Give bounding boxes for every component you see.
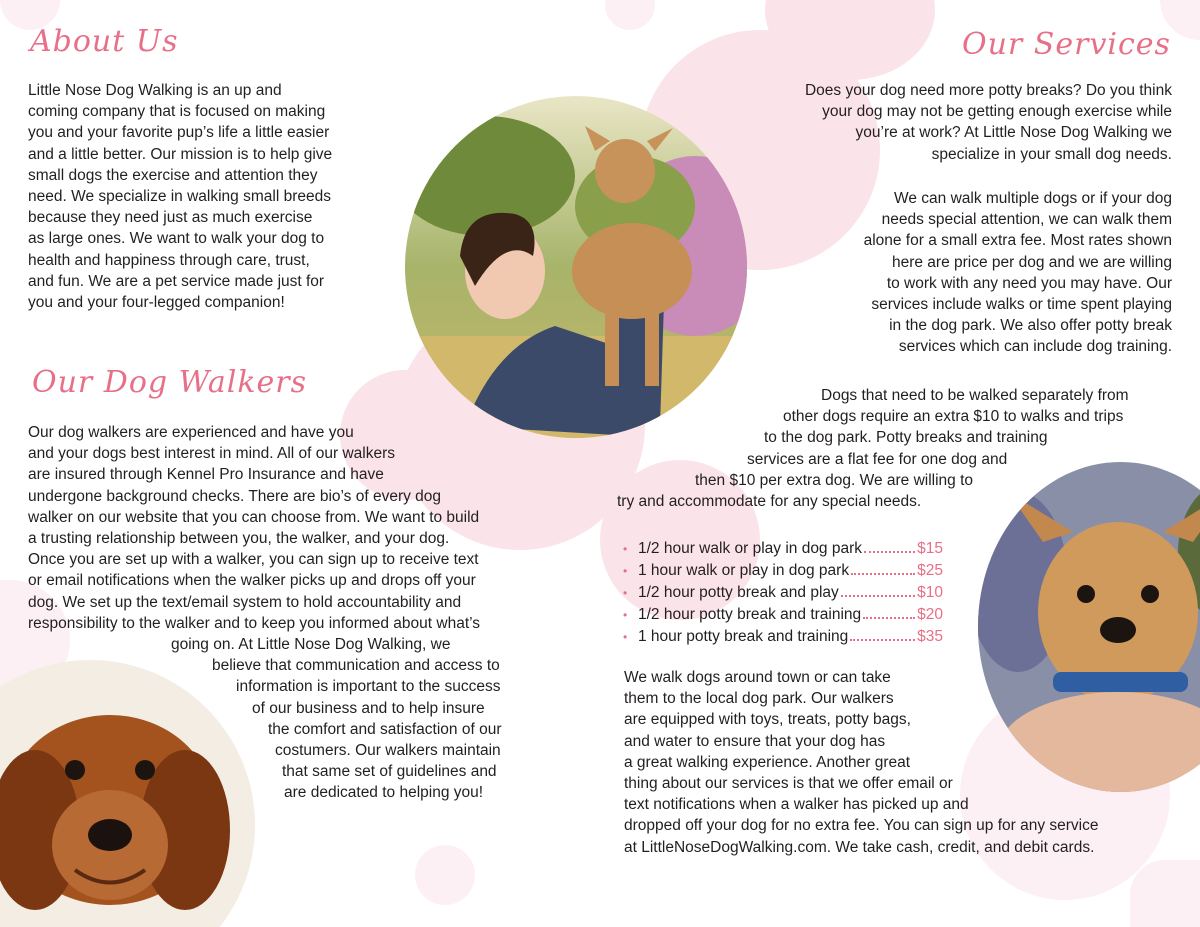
services-multi-dog [748,188,1172,358]
price-item-label: 1/2 hour potty break and training [638,606,862,623]
bubble-decoration [415,845,475,905]
text-line: and a little better. Our mission is to help give [28,145,333,163]
text-line: of our business and to help insure [252,699,485,717]
text-line: information is important to the success [236,678,501,696]
text-line: to work with any need you may have. Our [886,274,1172,292]
text-line: We can walk multiple dogs or if your dog [894,190,1172,207]
text-line: at LittleNoseDogWalking.com. We take cash, credit, and debit cards. [624,838,1095,856]
about-body [28,80,332,313]
text-line: alone for a small extra fee. Most rates shown [863,232,1172,250]
text-line: because they need just as much exercise [28,209,313,227]
text-line: Dogs that need to be walked separately from [821,387,1129,404]
text-line: walker on our website that you can choose from. We want to build [28,508,480,526]
text-line: or email notifications when the walker picks up and drops off your [28,572,476,590]
text-line: as large ones. We want to walk your dog to [28,230,325,248]
price-item [623,560,943,582]
about-heading: About Us [30,24,179,59]
price-item-price: $25 [917,562,943,579]
text-line: other dogs require an extra $10 to walks and trips [783,408,1124,426]
text-line: dog. We set up the text/email system to hold accountability and [28,593,462,611]
bullet-icon: • [623,564,628,578]
services-intro [748,80,1172,165]
text-line: Little Nose Dog Walking is an up and [28,82,282,99]
text-line: specialize in your small dog needs. [931,145,1172,163]
price-item-label: 1/2 hour walk or play in dog park [638,540,863,557]
text-line: here are price per dog and we are willing [891,253,1172,271]
walkers-heading: Our Dog Walkers [32,365,308,400]
text-line: Does your dog need more potty breaks? Do you think [804,82,1172,99]
text-line: in the dog park. We also offer potty break [889,317,1172,335]
leader-dots [850,639,915,641]
services-heading: Our Services [962,27,1171,62]
text-line: Our dog walkers are experienced and have you [28,424,354,441]
text-line: costumers. Our walkers maintain [275,742,501,760]
text-line: health and happiness through care, trust, [28,251,310,269]
text-line: then $10 per extra dog. We are willing to [695,471,974,489]
price-item-label: 1 hour potty break and training [638,628,849,645]
text-line: a great walking experience. Another great [624,753,911,771]
text-line: need. We specialize in walking small breeds [28,188,331,206]
price-item [623,604,943,626]
text-line: that same set of guidelines and [282,763,497,781]
text-line: services which can include dog training. [898,338,1172,356]
price-item [623,626,943,648]
text-line: services are a flat fee for one dog and [747,450,1008,468]
price-item-price: $15 [917,540,943,557]
leader-dots [863,617,915,619]
text-line: undergone background checks. There are bio’s of every dog [28,487,442,505]
price-item-price: $35 [917,628,943,645]
bubble-decoration [605,0,655,30]
text-line: you’re at work? At Little Nose Dog Walking we [855,124,1172,142]
text-line: your dog may not be getting enough exercise while [822,103,1172,121]
services-walk-details [624,667,1099,858]
text-line: the comfort and satisfaction of our [268,720,502,738]
bubble-decoration [1130,860,1200,927]
price-item-label: 1/2 hour potty break and play [638,584,839,601]
text-line: coming company that is focused on making [28,103,326,121]
text-line: services include walks or time spent playing [871,296,1172,314]
leader-dots [864,551,915,553]
text-line: and fun. We are a pet service made just for [28,272,325,290]
leader-dots [851,573,915,575]
price-item [623,582,943,604]
text-line: a trusting relationship between you, the walker, and your dog. [28,530,450,548]
text-line: them to the local dog park. Our walkers [624,690,894,708]
text-line: Once you are set up with a walker, you can sign up to receive text [28,551,479,569]
price-list [623,538,943,648]
text-line: try and accommodate for any special needs. [617,493,922,511]
text-line: are equipped with toys, treats, potty bags, [624,711,911,729]
text-line: dropped off your dog for no extra fee. You can sign up for any service [624,817,1099,835]
text-line: small dogs the exercise and attention they [28,166,318,184]
text-line: thing about our services is that we offer email or [624,775,953,793]
price-item-price: $10 [917,584,943,601]
text-line: believe that communication and access to [212,657,500,675]
text-line: are insured through Kennel Pro Insurance and have [28,466,384,484]
text-line: to the dog park. Potty breaks and training [764,429,1048,447]
text-line: text notifications when a walker has picked up and [624,796,969,814]
price-item-label: 1 hour walk or play in dog park [638,562,850,579]
text-line: you and your four-legged companion! [28,294,285,312]
text-line: responsibility to the walker and to keep you informed about what’s [28,614,481,632]
text-line: you and your favorite pup’s life a little easier [28,124,330,142]
text-line: and water to ensure that your dog has [624,732,886,750]
leader-dots [841,595,915,597]
bullet-icon: • [623,586,628,600]
services-separate-dogs [600,385,1172,512]
bullet-icon: • [623,542,628,556]
text-line: needs special attention, we can walk them [881,211,1172,229]
price-item [623,538,943,560]
text-line: are dedicated to helping you! [284,784,484,802]
text-line: going on. At Little Nose Dog Walking, we [171,636,451,654]
text-line: and your dogs best interest in mind. All of our walkers [28,445,396,463]
text-line: We walk dogs around town or can take [624,669,891,686]
bullet-icon: • [623,630,628,644]
bullet-icon: • [623,608,628,622]
price-item-price: $20 [917,606,943,623]
